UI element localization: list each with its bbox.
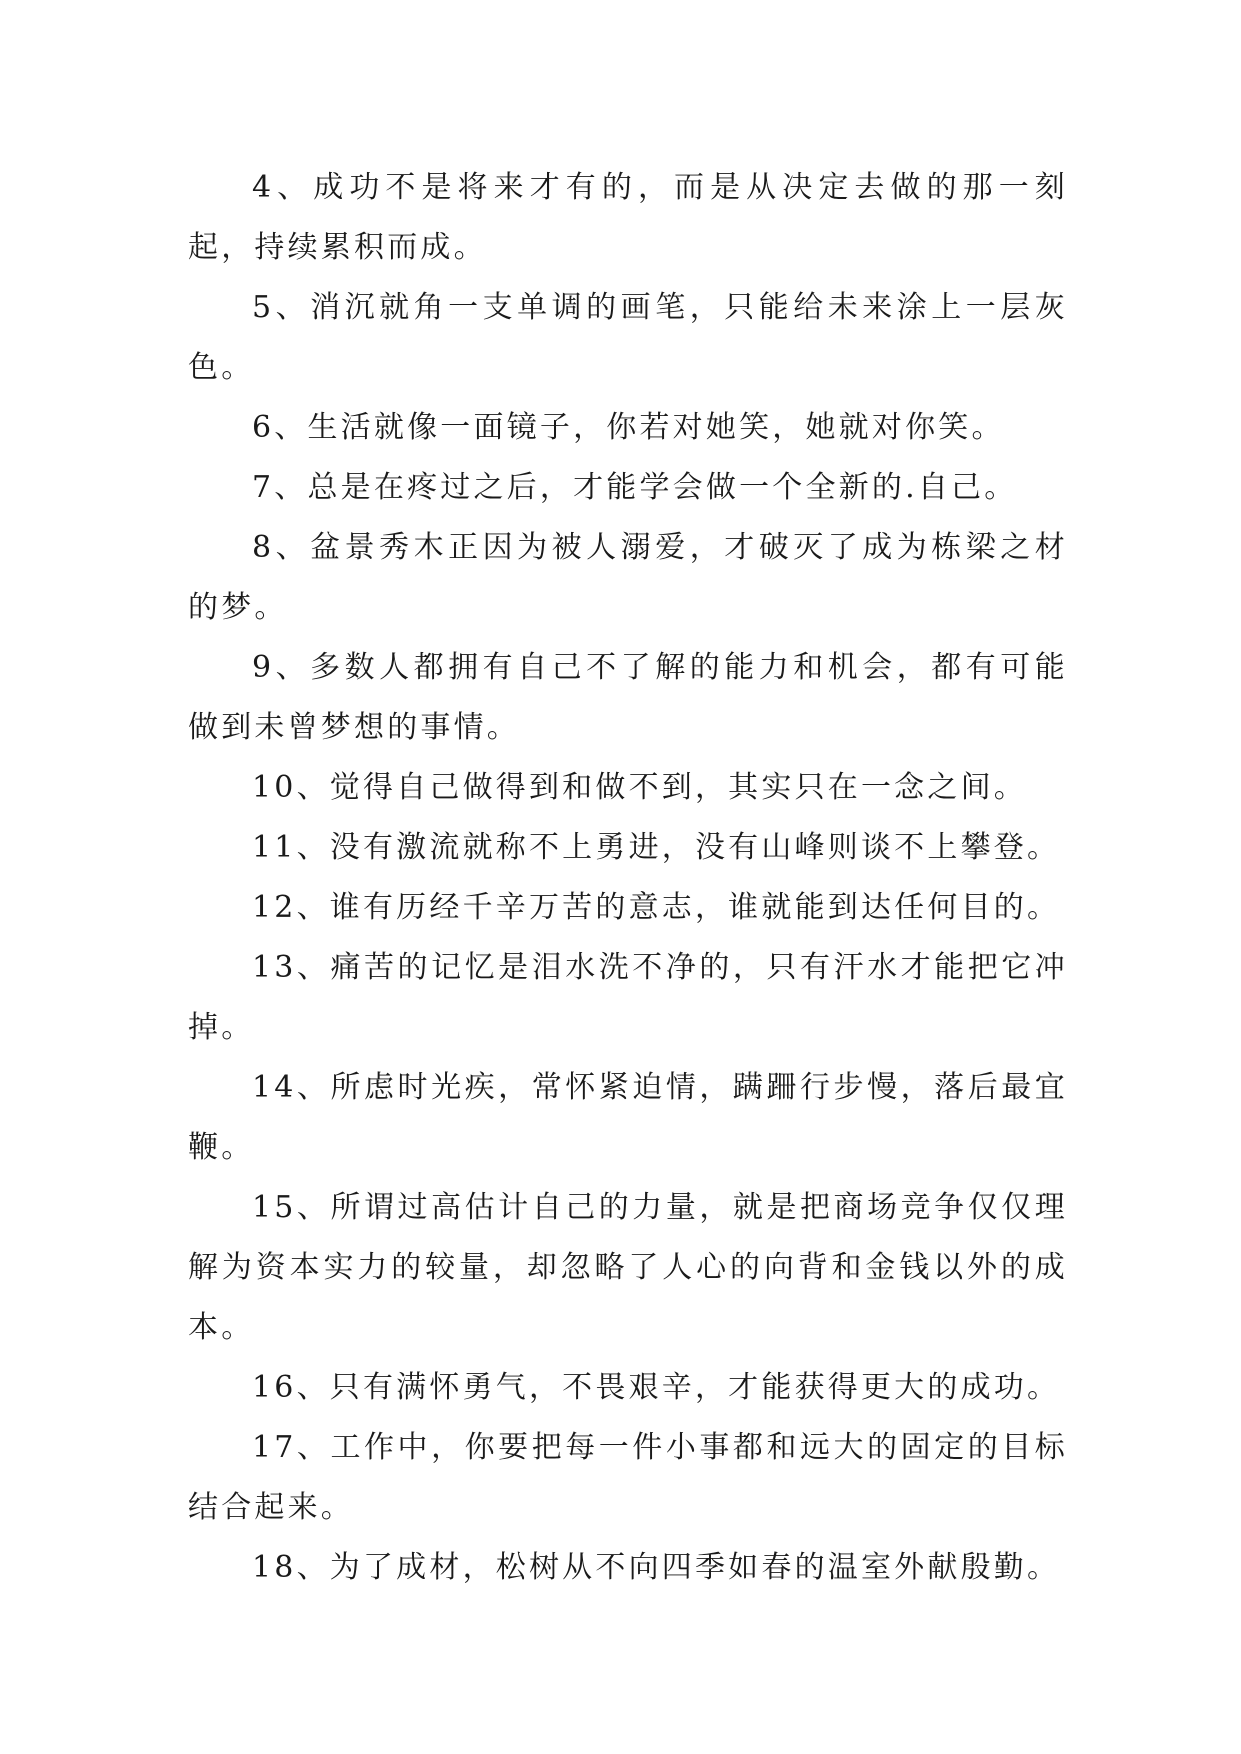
paragraph-17: 17、工作中，你要把每一件小事都和远大的固定的目标结合起来。: [188, 1430, 1068, 1525]
paragraph-13: 13、痛苦的记忆是泪水洗不净的，只有汗水才能把它冲掉。: [188, 950, 1068, 1045]
paragraph-15: 15、所谓过高估计自己的力量，就是把商场竞争仅仅理解为资本实力的较量，却忽略了人心的向背和金钱以外的成本。: [188, 1190, 1068, 1345]
paragraph-18: 18、为了成材，松树从不向四季如春的温室外献殷勤。: [252, 1550, 1061, 1585]
paragraph-11: 11、没有激流就称不上勇进，没有山峰则谈不上攀登。: [252, 830, 1061, 865]
paragraph-8: 8、盆景秀木正因为被人溺爱，才破灭了成为栋梁之材的梦。: [188, 530, 1068, 625]
paragraph-6: 6、生活就像一面镜子，你若对她笑，她就对你笑。: [252, 410, 1005, 445]
paragraph-14: 14、所虑时光疾，常怀紧迫情，蹒跚行步慢，落后最宜鞭。: [188, 1070, 1068, 1165]
paragraph-4: 4、成功不是将来才有的，而是从决定去做的那一刻起，持续累积而成。: [188, 170, 1068, 265]
paragraph-16: 16、只有满怀勇气，不畏艰辛，才能获得更大的成功。: [252, 1370, 1061, 1405]
paragraph-12: 12、谁有历经千辛万苦的意志，谁就能到达任何目的。: [252, 890, 1061, 925]
paragraph-5: 5、消沉就角一支单调的画笔，只能给未来涂上一层灰色。: [188, 290, 1068, 385]
paragraph-10: 10、觉得自己做得到和做不到，其实只在一念之间。: [252, 770, 1027, 805]
paragraph-9: 9、多数人都拥有自己不了解的能力和机会，都有可能做到未曾梦想的事情。: [188, 650, 1068, 745]
document-body: [188, 158, 1068, 1598]
paragraph-7: 7、总是在疼过之后，才能学会做一个全新的.自己。: [252, 470, 1018, 505]
